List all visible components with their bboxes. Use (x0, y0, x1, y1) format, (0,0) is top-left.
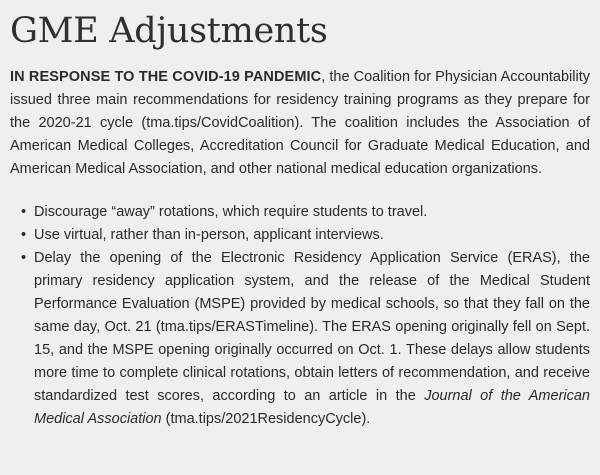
intro-lead: IN RESPONSE TO THE COVID-19 PANDEMIC (10, 69, 322, 85)
intro-body: , the Coalition for Physician Accountability issued three main recommendations for residency training programs as they prepare for the 2020-21 cycle (tma.tips/CovidCoalition). The coalition includes the Association of American Medical Colleges, Accreditation Council for Graduate Medical Education, and American Medical Association, and other national medical education organizations. (10, 69, 590, 177)
headline: GME Adjustments (10, 11, 328, 51)
intro-paragraph (10, 66, 590, 181)
list-item: • Discourage “away” rotations, which require students to travel. (21, 201, 590, 224)
list-item: • Delay the opening of the Electronic Residency Application Service (ERAS), the primary residency application system, and the release of the Medical Student Performance Evaluation (MSPE) provided by medical schools, so that they fall on the same day, Oct. 21 (tma.tips/ERASTimeline). The ERAS opening originally fell on Sept. 15, and the MSPE opening originally occurred on Oct. 1. These delays allow students more time to complete clinical rotations, obtain letters of recommendation, and receive standardized test scores, according to an article in the Journal of the American Medical Association (tma.tips/2021ResidencyCycle). (21, 247, 590, 431)
recommendations-list (10, 201, 590, 431)
journal-title: Journal of the American Medical Association (34, 388, 590, 427)
list-item: • Use virtual, rather than in-person, applicant interviews. (21, 224, 590, 247)
